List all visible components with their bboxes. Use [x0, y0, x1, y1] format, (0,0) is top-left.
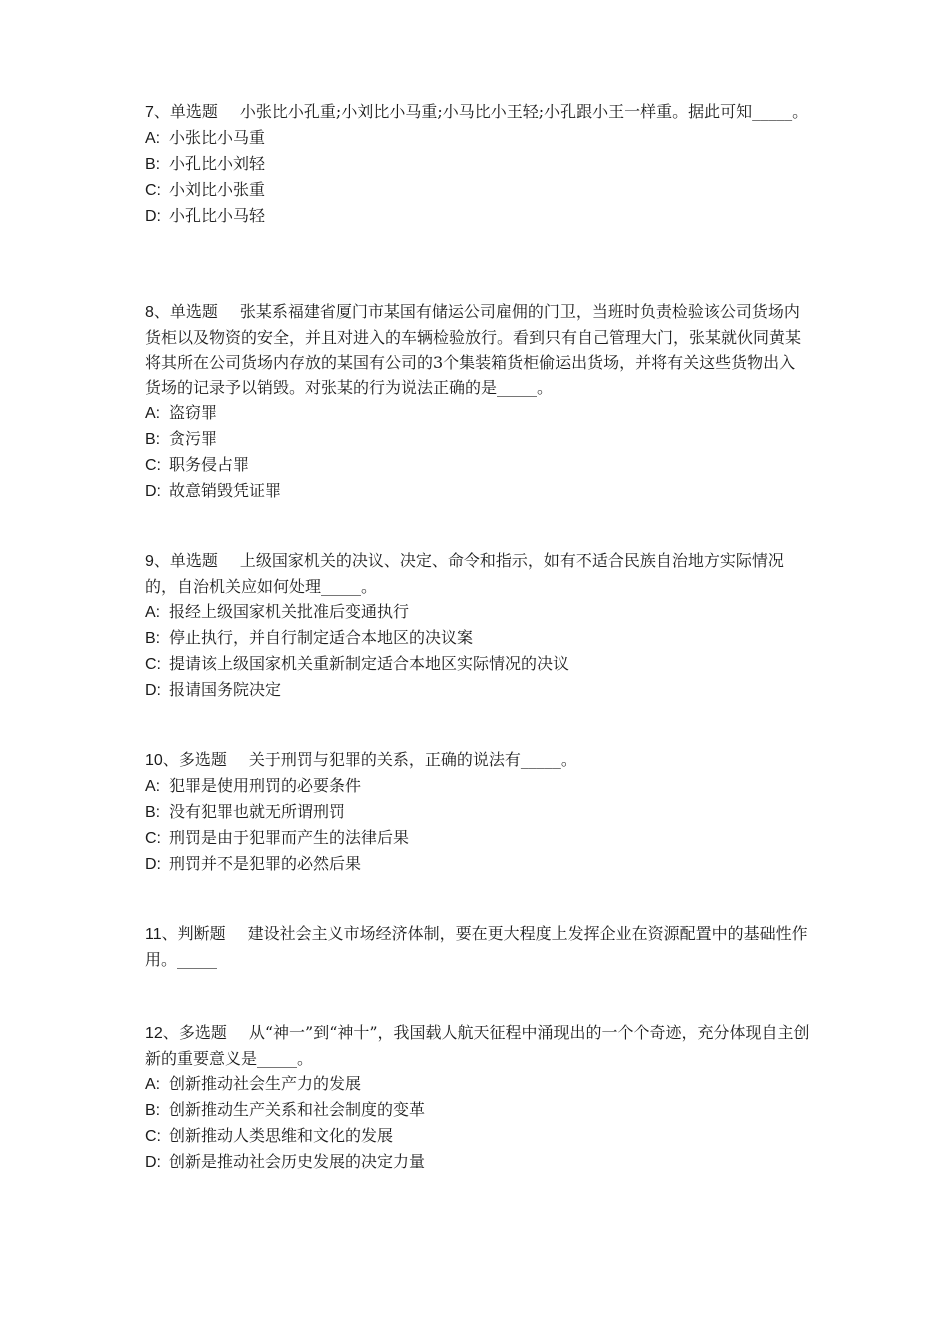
option-list: [145, 400, 810, 504]
option-d: [145, 478, 810, 504]
question-stem: [145, 1020, 810, 1071]
question-stem: [145, 747, 810, 773]
option-d: [145, 677, 810, 703]
option-letter: D:: [145, 483, 161, 500]
question-stem: [145, 299, 810, 400]
option-letter: C:: [145, 457, 161, 474]
option-a: [145, 125, 810, 151]
option-d: [145, 203, 810, 229]
question-text: 从“神一”到“神十”，我国载人航天征程中涌现出的一个个奇迹，充分体现自主创新的重要意义是_____。: [145, 1023, 810, 1068]
question-type: 多选题: [178, 750, 227, 769]
option-text: 小张比小马重: [169, 128, 266, 147]
question-text: 小张比小孔重;小刘比小马重;小马比小王轻;小孔跟小王一样重。据此可知_____。: [239, 102, 809, 121]
question-12: [145, 1020, 810, 1175]
option-letter: D:: [145, 682, 161, 699]
option-a: [145, 400, 810, 426]
option-letter: C:: [145, 182, 161, 199]
option-c: [145, 651, 810, 677]
question-number: 11、: [145, 926, 178, 943]
option-text: 报请国务院决定: [169, 680, 282, 699]
question-number: 10、: [145, 752, 179, 769]
option-b: [145, 1097, 810, 1123]
option-list: [145, 1071, 810, 1175]
option-letter: C:: [145, 656, 161, 673]
question-stem: [145, 921, 810, 972]
option-text: 创新推动社会生产力的发展: [169, 1074, 362, 1093]
option-letter: A:: [145, 130, 161, 147]
option-text: 报经上级国家机关批准后变通执行: [169, 602, 410, 621]
option-text: 刑罚是由于犯罪而产生的法律后果: [169, 828, 410, 847]
question-text: 关于刑罚与犯罪的关系，正确的说法有_____。: [248, 750, 577, 769]
option-letter: D:: [145, 1154, 161, 1171]
option-text: 犯罪是使用刑罚的必要条件: [169, 776, 362, 795]
question-number: 7、: [145, 104, 170, 121]
option-a: [145, 599, 810, 625]
question-text: 建设社会主义市场经济体制，要在更大程度上发挥企业在资源配置中的基础性作用。_____: [145, 924, 808, 969]
option-d: [145, 851, 810, 877]
question-stem: [145, 99, 810, 125]
option-text: 提请该上级国家机关重新制定适合本地区实际情况的决议: [169, 654, 570, 673]
option-c: [145, 825, 810, 851]
question-number: 12、: [145, 1025, 179, 1042]
option-text: 贪污罪: [169, 429, 218, 448]
option-text: 小刘比小张重: [169, 180, 266, 199]
option-text: 刑罚并不是犯罪的必然后果: [169, 854, 362, 873]
option-letter: D:: [145, 208, 161, 225]
question-type: 单选题: [169, 102, 218, 121]
option-text: 创新推动人类思维和文化的发展: [169, 1126, 394, 1145]
option-text: 故意销毁凭证罪: [169, 481, 282, 500]
question-9: [145, 548, 810, 703]
option-b: [145, 426, 810, 452]
question-text: 上级国家机关的决议、决定、命令和指示，如有不适合民族自治地方实际情况的，自治机关应如何处理_____。: [145, 551, 784, 596]
option-text: 小孔比小马轻: [169, 206, 266, 225]
option-b: [145, 151, 810, 177]
option-a: [145, 1071, 810, 1097]
option-text: 停止执行，并自行制定适合本地区的决议案: [169, 628, 474, 647]
option-text: 盗窃罪: [169, 403, 218, 422]
question-type: 多选题: [178, 1023, 227, 1042]
option-letter: B:: [145, 1102, 161, 1119]
option-letter: D:: [145, 856, 161, 873]
question-number: 9、: [145, 553, 170, 570]
question-11: [145, 921, 810, 972]
question-stem: [145, 548, 810, 599]
option-c: [145, 1123, 810, 1149]
question-type: 单选题: [169, 551, 218, 570]
option-text: 没有犯罪也就无所谓刑罚: [169, 802, 346, 821]
option-letter: B:: [145, 630, 161, 647]
question-10: [145, 747, 810, 877]
option-b: [145, 799, 810, 825]
question-type: 判断题: [177, 924, 226, 943]
option-b: [145, 625, 810, 651]
option-d: [145, 1149, 810, 1175]
option-list: [145, 599, 810, 703]
option-letter: C:: [145, 1128, 161, 1145]
option-text: 创新是推动社会历史发展的决定力量: [169, 1152, 426, 1171]
option-letter: B:: [145, 804, 161, 821]
question-type: 单选题: [169, 302, 218, 321]
option-letter: A:: [145, 1076, 161, 1093]
option-letter: A:: [145, 778, 161, 795]
option-letter: A:: [145, 604, 161, 621]
option-c: [145, 177, 810, 203]
option-text: 职务侵占罪: [169, 455, 250, 474]
option-list: [145, 125, 810, 229]
question-number: 8、: [145, 304, 170, 321]
option-c: [145, 452, 810, 478]
option-letter: B:: [145, 156, 161, 173]
option-text: 小孔比小刘轻: [169, 154, 266, 173]
question-8: [145, 299, 810, 504]
option-text: 创新推动生产关系和社会制度的变革: [169, 1100, 426, 1119]
option-letter: B:: [145, 431, 161, 448]
option-letter: C:: [145, 830, 161, 847]
question-text: 张某系福建省厦门市某国有储运公司雇佣的门卫，当班时负责检验该公司货场内货柜以及物资的安全，并且对进入的车辆检验放行。看到只有自己管理大门，张某就伙同黄某将其所在公司货场内存放的某国有公司的3个集装箱货柜偷运出货场，并将有关这些货物出入货场的记录予以销毁。对张某的行为说法正确的是_____。: [145, 302, 802, 397]
question-7: [145, 99, 810, 229]
option-list: [145, 773, 810, 877]
option-letter: A:: [145, 405, 161, 422]
option-a: [145, 773, 810, 799]
